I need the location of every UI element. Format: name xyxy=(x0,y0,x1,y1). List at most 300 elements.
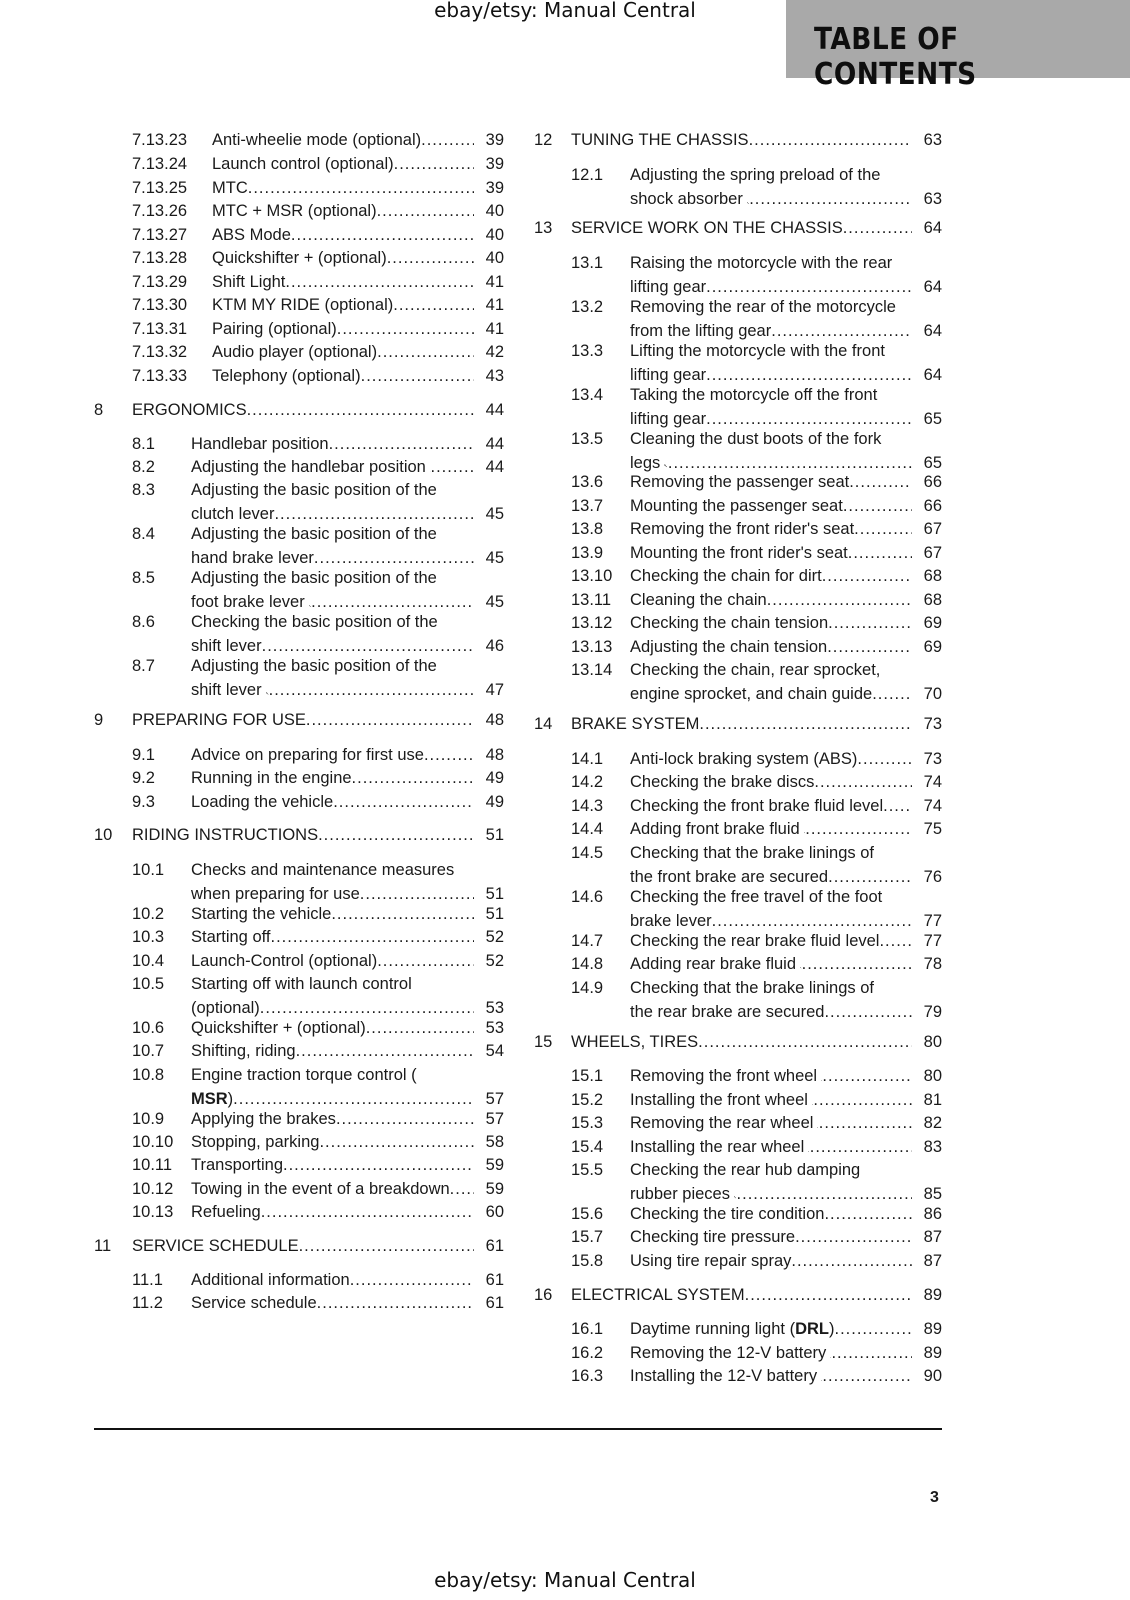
title-text: Mounting the front rider's seat xyxy=(630,544,848,562)
title-text: Running in the engine xyxy=(191,769,352,787)
dot-leader xyxy=(283,1155,474,1175)
dot-leader xyxy=(450,1179,474,1199)
dot-leader xyxy=(828,867,912,887)
section-number: 7.13.23 xyxy=(132,131,188,149)
dot-leader xyxy=(360,884,474,904)
title-line xyxy=(630,887,912,911)
section-title xyxy=(212,295,474,315)
dot-leader xyxy=(872,684,912,704)
title-text: Checking the tire condition xyxy=(630,1205,825,1223)
page-ref: 49 xyxy=(485,793,504,811)
section-number: 8.7 xyxy=(132,657,155,675)
title-text: Advice on preparing for first use xyxy=(191,746,424,764)
page-ref: 83 xyxy=(923,1138,942,1156)
section-title xyxy=(191,927,474,947)
section-title xyxy=(630,543,912,563)
section-title xyxy=(630,1227,912,1247)
page-ref: 39 xyxy=(485,155,504,173)
section-title xyxy=(191,1155,474,1175)
section-number: 7.13.33 xyxy=(132,367,188,385)
title-text: when preparing for use xyxy=(191,885,360,903)
page-ref: 61 xyxy=(485,1271,504,1289)
title-line xyxy=(191,1089,474,1109)
title-line xyxy=(630,749,912,769)
section-number: 13.8 xyxy=(571,520,604,538)
section-title xyxy=(630,253,912,297)
dot-leader xyxy=(822,1066,912,1086)
dot-leader xyxy=(361,366,474,386)
section-number: 13.3 xyxy=(571,342,604,360)
title-line xyxy=(191,636,474,656)
dot-leader xyxy=(430,457,474,477)
title-line xyxy=(571,714,912,734)
title-text: Starting the vehicle xyxy=(191,905,332,923)
dot-leader xyxy=(306,710,474,730)
section-title xyxy=(191,1065,474,1109)
section-number: 9 xyxy=(94,711,104,729)
title-text: Cleaning the dust boots of the fork xyxy=(630,430,882,448)
title-text: Checking that the brake linings of xyxy=(630,979,874,997)
dot-leader xyxy=(824,1002,912,1022)
title-line xyxy=(630,613,912,633)
page-ref: 66 xyxy=(923,497,942,515)
title-text: Quickshifter + (optional) xyxy=(191,1019,366,1037)
section-title xyxy=(191,434,474,454)
section-title xyxy=(191,1202,474,1222)
title-line xyxy=(630,409,912,429)
section-number: 7.13.29 xyxy=(132,273,188,291)
title-line xyxy=(630,1137,912,1157)
title-line xyxy=(630,341,912,365)
section-title xyxy=(191,951,474,971)
title-text: Checking that the brake linings of xyxy=(630,844,874,862)
dot-leader xyxy=(712,911,912,931)
dot-leader xyxy=(296,1041,474,1061)
title-text: ABS Mode xyxy=(212,226,291,244)
dot-leader xyxy=(749,189,912,209)
page-ref: 69 xyxy=(923,638,942,656)
section-title xyxy=(571,1032,912,1052)
section-title xyxy=(191,612,474,656)
title-text: Adjusting the chain tension xyxy=(630,638,828,656)
title-line xyxy=(571,1285,912,1305)
title-text: Checking the chain for dirt xyxy=(630,567,822,585)
dot-leader xyxy=(810,1137,912,1157)
page-ref: 47 xyxy=(485,681,504,699)
dot-leader xyxy=(849,472,912,492)
title-text: Stopping, parking xyxy=(191,1133,320,1151)
title-text: Checking the chain, rear sprocket, xyxy=(630,661,881,679)
section-number: 7.13.31 xyxy=(132,320,188,338)
dot-leader xyxy=(260,998,474,1018)
section-number: 8.2 xyxy=(132,458,155,476)
title-text: Cleaning the chain xyxy=(630,591,767,609)
section-number: 13.7 xyxy=(571,497,604,515)
page-ref: 65 xyxy=(923,410,942,428)
title-line xyxy=(191,951,474,971)
title-text: Transporting xyxy=(191,1156,284,1174)
page-ref: 59 xyxy=(485,1180,504,1198)
title-text: Removing the front rider's seat xyxy=(630,520,855,538)
section-title xyxy=(630,1090,912,1110)
dot-leader xyxy=(274,504,474,524)
section-title xyxy=(571,1285,912,1305)
page-ref: 45 xyxy=(485,593,504,611)
title-line xyxy=(132,400,474,420)
title-text: the rear brake are secured xyxy=(630,1003,825,1021)
section-title xyxy=(630,1066,912,1086)
title-line xyxy=(630,1204,912,1224)
title-line xyxy=(191,998,474,1018)
section-title xyxy=(630,165,912,209)
page-ref: 78 xyxy=(923,955,942,973)
title-text: Installing the 12-V battery xyxy=(630,1367,818,1385)
title-text: legs xyxy=(630,454,661,472)
dot-leader xyxy=(883,796,912,816)
title-line xyxy=(630,1319,912,1339)
section-title xyxy=(630,660,912,704)
dot-leader xyxy=(822,1366,912,1386)
page-ref: 64 xyxy=(923,219,942,237)
title-text: Adding rear brake fluid xyxy=(630,955,797,973)
title-text: from the lifting gear xyxy=(630,322,772,340)
title-line xyxy=(630,385,912,409)
title-line xyxy=(191,860,474,884)
section-number: 7.13.32 xyxy=(132,343,188,361)
title-text: clutch lever xyxy=(191,505,275,523)
title-line xyxy=(191,974,474,998)
title-line xyxy=(630,590,912,610)
page-ref: 57 xyxy=(485,1110,504,1128)
title-line xyxy=(212,366,474,386)
title-line xyxy=(191,548,474,568)
page-ref: 40 xyxy=(485,249,504,267)
title-line xyxy=(191,1270,474,1290)
dot-leader xyxy=(377,342,474,362)
title-line xyxy=(630,1366,912,1386)
title-line xyxy=(630,911,912,931)
title-line xyxy=(630,253,912,277)
dot-leader xyxy=(791,1251,912,1271)
section-number: 11 xyxy=(94,1237,112,1255)
dot-leader xyxy=(843,496,912,516)
page-ref: 65 xyxy=(923,454,942,472)
title-line xyxy=(191,904,474,924)
page-ref: 44 xyxy=(485,435,504,453)
dot-leader xyxy=(771,321,912,341)
page-ref: 45 xyxy=(485,505,504,523)
page-ref: 70 xyxy=(923,685,942,703)
section-number: 15.2 xyxy=(571,1091,604,1109)
page-ref: 46 xyxy=(485,637,504,655)
title-text: rubber pieces xyxy=(630,1185,730,1203)
section-title xyxy=(212,342,474,362)
title-text: ERGONOMICS xyxy=(132,401,247,419)
section-number: 10.11 xyxy=(132,1156,173,1174)
footer-divider xyxy=(94,1428,942,1430)
title-line xyxy=(132,710,474,730)
page-ref: 39 xyxy=(485,131,504,149)
title-line xyxy=(191,434,474,454)
section-number: 8.4 xyxy=(132,525,155,543)
section-title xyxy=(630,978,912,1022)
title-text: shift lever xyxy=(191,681,262,699)
title-line xyxy=(212,225,474,245)
page-ref: 48 xyxy=(485,746,504,764)
dot-leader xyxy=(819,1113,912,1133)
title-line xyxy=(630,1066,912,1086)
page-ref: 51 xyxy=(485,905,504,923)
page-ref: 86 xyxy=(923,1205,942,1223)
section-title xyxy=(630,566,912,586)
title-text: KTM MY RIDE (optional) xyxy=(212,296,394,314)
title-text: Checking the basic position of the xyxy=(191,613,438,631)
section-title xyxy=(630,1204,912,1224)
section-title xyxy=(191,974,474,1018)
title-line xyxy=(630,566,912,586)
section-number: 10.10 xyxy=(132,1133,174,1151)
section-title xyxy=(191,792,474,812)
section-title xyxy=(630,429,912,473)
section-number: 10.13 xyxy=(132,1203,174,1221)
section-number: 16 xyxy=(534,1286,553,1304)
title-text: the front brake are secured xyxy=(630,868,829,886)
section-title xyxy=(132,400,474,420)
title-text: Checking the rear brake fluid level xyxy=(630,932,880,950)
page-ref: 53 xyxy=(485,1019,504,1037)
title-text: Taking the motorcycle off the front xyxy=(630,386,878,404)
title-text: brake lever xyxy=(630,912,712,930)
section-title xyxy=(212,272,474,292)
page-ref: 81 xyxy=(923,1091,942,1109)
page-ref: 89 xyxy=(923,1286,942,1304)
title-line xyxy=(630,365,912,385)
section-title xyxy=(630,385,912,429)
title-line xyxy=(630,429,912,453)
section-number: 14.3 xyxy=(571,797,604,815)
page-ref: 48 xyxy=(485,711,504,729)
title-line xyxy=(630,931,912,951)
title-text: Removing the rear of the motorcycle xyxy=(630,298,896,316)
page-ref: 66 xyxy=(923,473,942,491)
title-line xyxy=(191,1109,474,1129)
section-title xyxy=(132,1236,474,1256)
section-title xyxy=(191,768,474,788)
page-ref: 41 xyxy=(485,273,504,291)
dot-leader xyxy=(394,154,474,174)
section-number: 8.6 xyxy=(132,613,155,631)
section-title xyxy=(571,714,912,734)
page-ref: 89 xyxy=(923,1344,942,1362)
section-title xyxy=(212,366,474,386)
title-text: Telephony (optional) xyxy=(212,367,361,385)
section-number: 7.13.30 xyxy=(132,296,188,314)
section-number: 10.12 xyxy=(132,1180,174,1198)
title-text: Adjusting the basic position of the xyxy=(191,525,437,543)
page-ref: 41 xyxy=(485,320,504,338)
title-text: Refueling xyxy=(191,1203,261,1221)
section-number: 7.13.27 xyxy=(132,226,188,244)
section-title xyxy=(191,1041,474,1061)
title-text: Shifting, riding xyxy=(191,1042,296,1060)
section-number: 16.2 xyxy=(571,1344,604,1362)
dot-leader xyxy=(879,931,912,951)
page-ref: 63 xyxy=(923,190,942,208)
page-ref: 82 xyxy=(923,1114,942,1132)
title-line xyxy=(191,884,474,904)
section-title xyxy=(191,860,474,904)
title-line xyxy=(630,978,912,1002)
dot-leader xyxy=(336,1109,474,1129)
title-text: Adjusting the basic position of the xyxy=(191,481,437,499)
page-ref: 51 xyxy=(485,826,504,844)
title-line xyxy=(212,272,474,292)
page-ref: 49 xyxy=(485,769,504,787)
watermark-top: ebay/etsy: Manual Central xyxy=(434,0,696,22)
page-ref: 51 xyxy=(485,885,504,903)
title-text: foot brake lever xyxy=(191,593,305,611)
title-line xyxy=(191,927,474,947)
page-ref: 52 xyxy=(485,928,504,946)
section-number: 10.5 xyxy=(132,975,165,993)
page-ref: 54 xyxy=(485,1042,504,1060)
section-title xyxy=(630,1319,912,1339)
section-title xyxy=(132,710,474,730)
title-text: ELECTRICAL SYSTEM xyxy=(571,1286,745,1304)
section-number: 15.3 xyxy=(571,1114,604,1132)
page-ref: 57 xyxy=(485,1090,504,1108)
section-title xyxy=(630,1366,912,1386)
title-line xyxy=(630,165,912,189)
title-line xyxy=(630,297,912,321)
section-number: 8.5 xyxy=(132,569,155,587)
section-number: 10.2 xyxy=(132,905,165,923)
dot-leader xyxy=(737,1184,912,1204)
title-line xyxy=(630,519,912,539)
section-number: 12 xyxy=(534,131,553,149)
title-text: Launch-Control (optional) xyxy=(191,952,378,970)
title-line xyxy=(191,457,474,477)
dot-leader xyxy=(749,130,912,150)
title-text: shock absorber xyxy=(630,190,743,208)
title-text: Daytime running light (DRL) xyxy=(630,1320,835,1338)
section-number: 13.1 xyxy=(571,254,604,272)
section-number: 14.1 xyxy=(571,750,604,768)
title-line xyxy=(191,745,474,765)
section-title xyxy=(630,887,912,931)
title-text: Adjusting the spring preload of the xyxy=(630,166,881,184)
title-text: Removing the passenger seat xyxy=(630,473,850,491)
title-text: Pairing (optional) xyxy=(212,320,337,338)
section-title xyxy=(191,1179,474,1199)
section-title xyxy=(630,341,912,385)
title-line xyxy=(630,660,912,684)
section-title xyxy=(630,519,912,539)
section-title xyxy=(630,1251,912,1271)
section-number: 10.9 xyxy=(132,1110,165,1128)
dot-leader xyxy=(668,453,912,473)
section-title xyxy=(630,843,912,887)
section-number: 14.9 xyxy=(571,979,604,997)
page-ref: 61 xyxy=(485,1237,504,1255)
title-line xyxy=(630,277,912,297)
section-number: 9.1 xyxy=(132,746,155,764)
section-title xyxy=(630,954,912,974)
dot-leader xyxy=(835,1319,913,1339)
section-title xyxy=(212,178,474,198)
dot-leader xyxy=(393,295,474,315)
page-ref: 85 xyxy=(923,1185,942,1203)
page-ref: 79 xyxy=(923,1003,942,1021)
dot-leader xyxy=(261,1202,474,1222)
title-text: Checking the rear hub damping xyxy=(630,1161,861,1179)
title-line xyxy=(191,680,474,700)
title-line xyxy=(630,1160,912,1184)
dot-leader xyxy=(387,248,474,268)
title-line xyxy=(191,1202,474,1222)
title-line xyxy=(630,1090,912,1110)
section-number: 14.7 xyxy=(571,932,604,950)
title-line xyxy=(191,1293,474,1313)
title-line xyxy=(212,130,474,150)
dot-leader xyxy=(698,1032,912,1052)
dot-leader xyxy=(247,400,474,420)
section-number: 16.3 xyxy=(571,1367,604,1385)
page-ref: 74 xyxy=(923,773,942,791)
title-text: Applying the brakes xyxy=(191,1110,336,1128)
dot-leader xyxy=(802,954,912,974)
section-title xyxy=(191,1270,474,1290)
dot-leader xyxy=(319,1132,474,1152)
section-title xyxy=(630,472,912,492)
page-ref: 69 xyxy=(923,614,942,632)
section-number: 9.3 xyxy=(132,793,155,811)
page-ref: 74 xyxy=(923,797,942,815)
dot-leader xyxy=(805,819,912,839)
page-ref: 41 xyxy=(485,296,504,314)
title-line xyxy=(630,954,912,974)
title-text: Anti-lock braking system (ABS) xyxy=(630,750,858,768)
title-text: Loading the vehicle xyxy=(191,793,334,811)
page-ref: 39 xyxy=(485,179,504,197)
section-number: 13.6 xyxy=(571,473,604,491)
title-line xyxy=(212,201,474,221)
title-text: MTC xyxy=(212,179,248,197)
section-title xyxy=(571,218,912,238)
title-text: Checking the chain tension xyxy=(630,614,829,632)
section-title xyxy=(571,130,912,150)
title-line xyxy=(630,819,912,839)
title-line xyxy=(212,319,474,339)
section-title xyxy=(191,1293,474,1313)
title-text: Checking the brake discs xyxy=(630,773,815,791)
title-text: shift lever xyxy=(191,637,262,655)
title-line xyxy=(630,321,912,341)
title-text: lifting gear xyxy=(630,410,707,428)
section-number: 7.13.26 xyxy=(132,202,188,220)
section-number: 14 xyxy=(534,715,553,733)
title-line xyxy=(191,568,474,592)
section-title xyxy=(212,225,474,245)
page-ref: 64 xyxy=(923,366,942,384)
section-title xyxy=(630,931,912,951)
title-line xyxy=(191,1018,474,1038)
title-line xyxy=(630,637,912,657)
section-number: 13.12 xyxy=(571,614,613,632)
page-title: TABLE OF CONTENTS xyxy=(814,22,977,92)
section-number: 10.3 xyxy=(132,928,165,946)
title-text: Mounting the passenger seat xyxy=(630,497,843,515)
